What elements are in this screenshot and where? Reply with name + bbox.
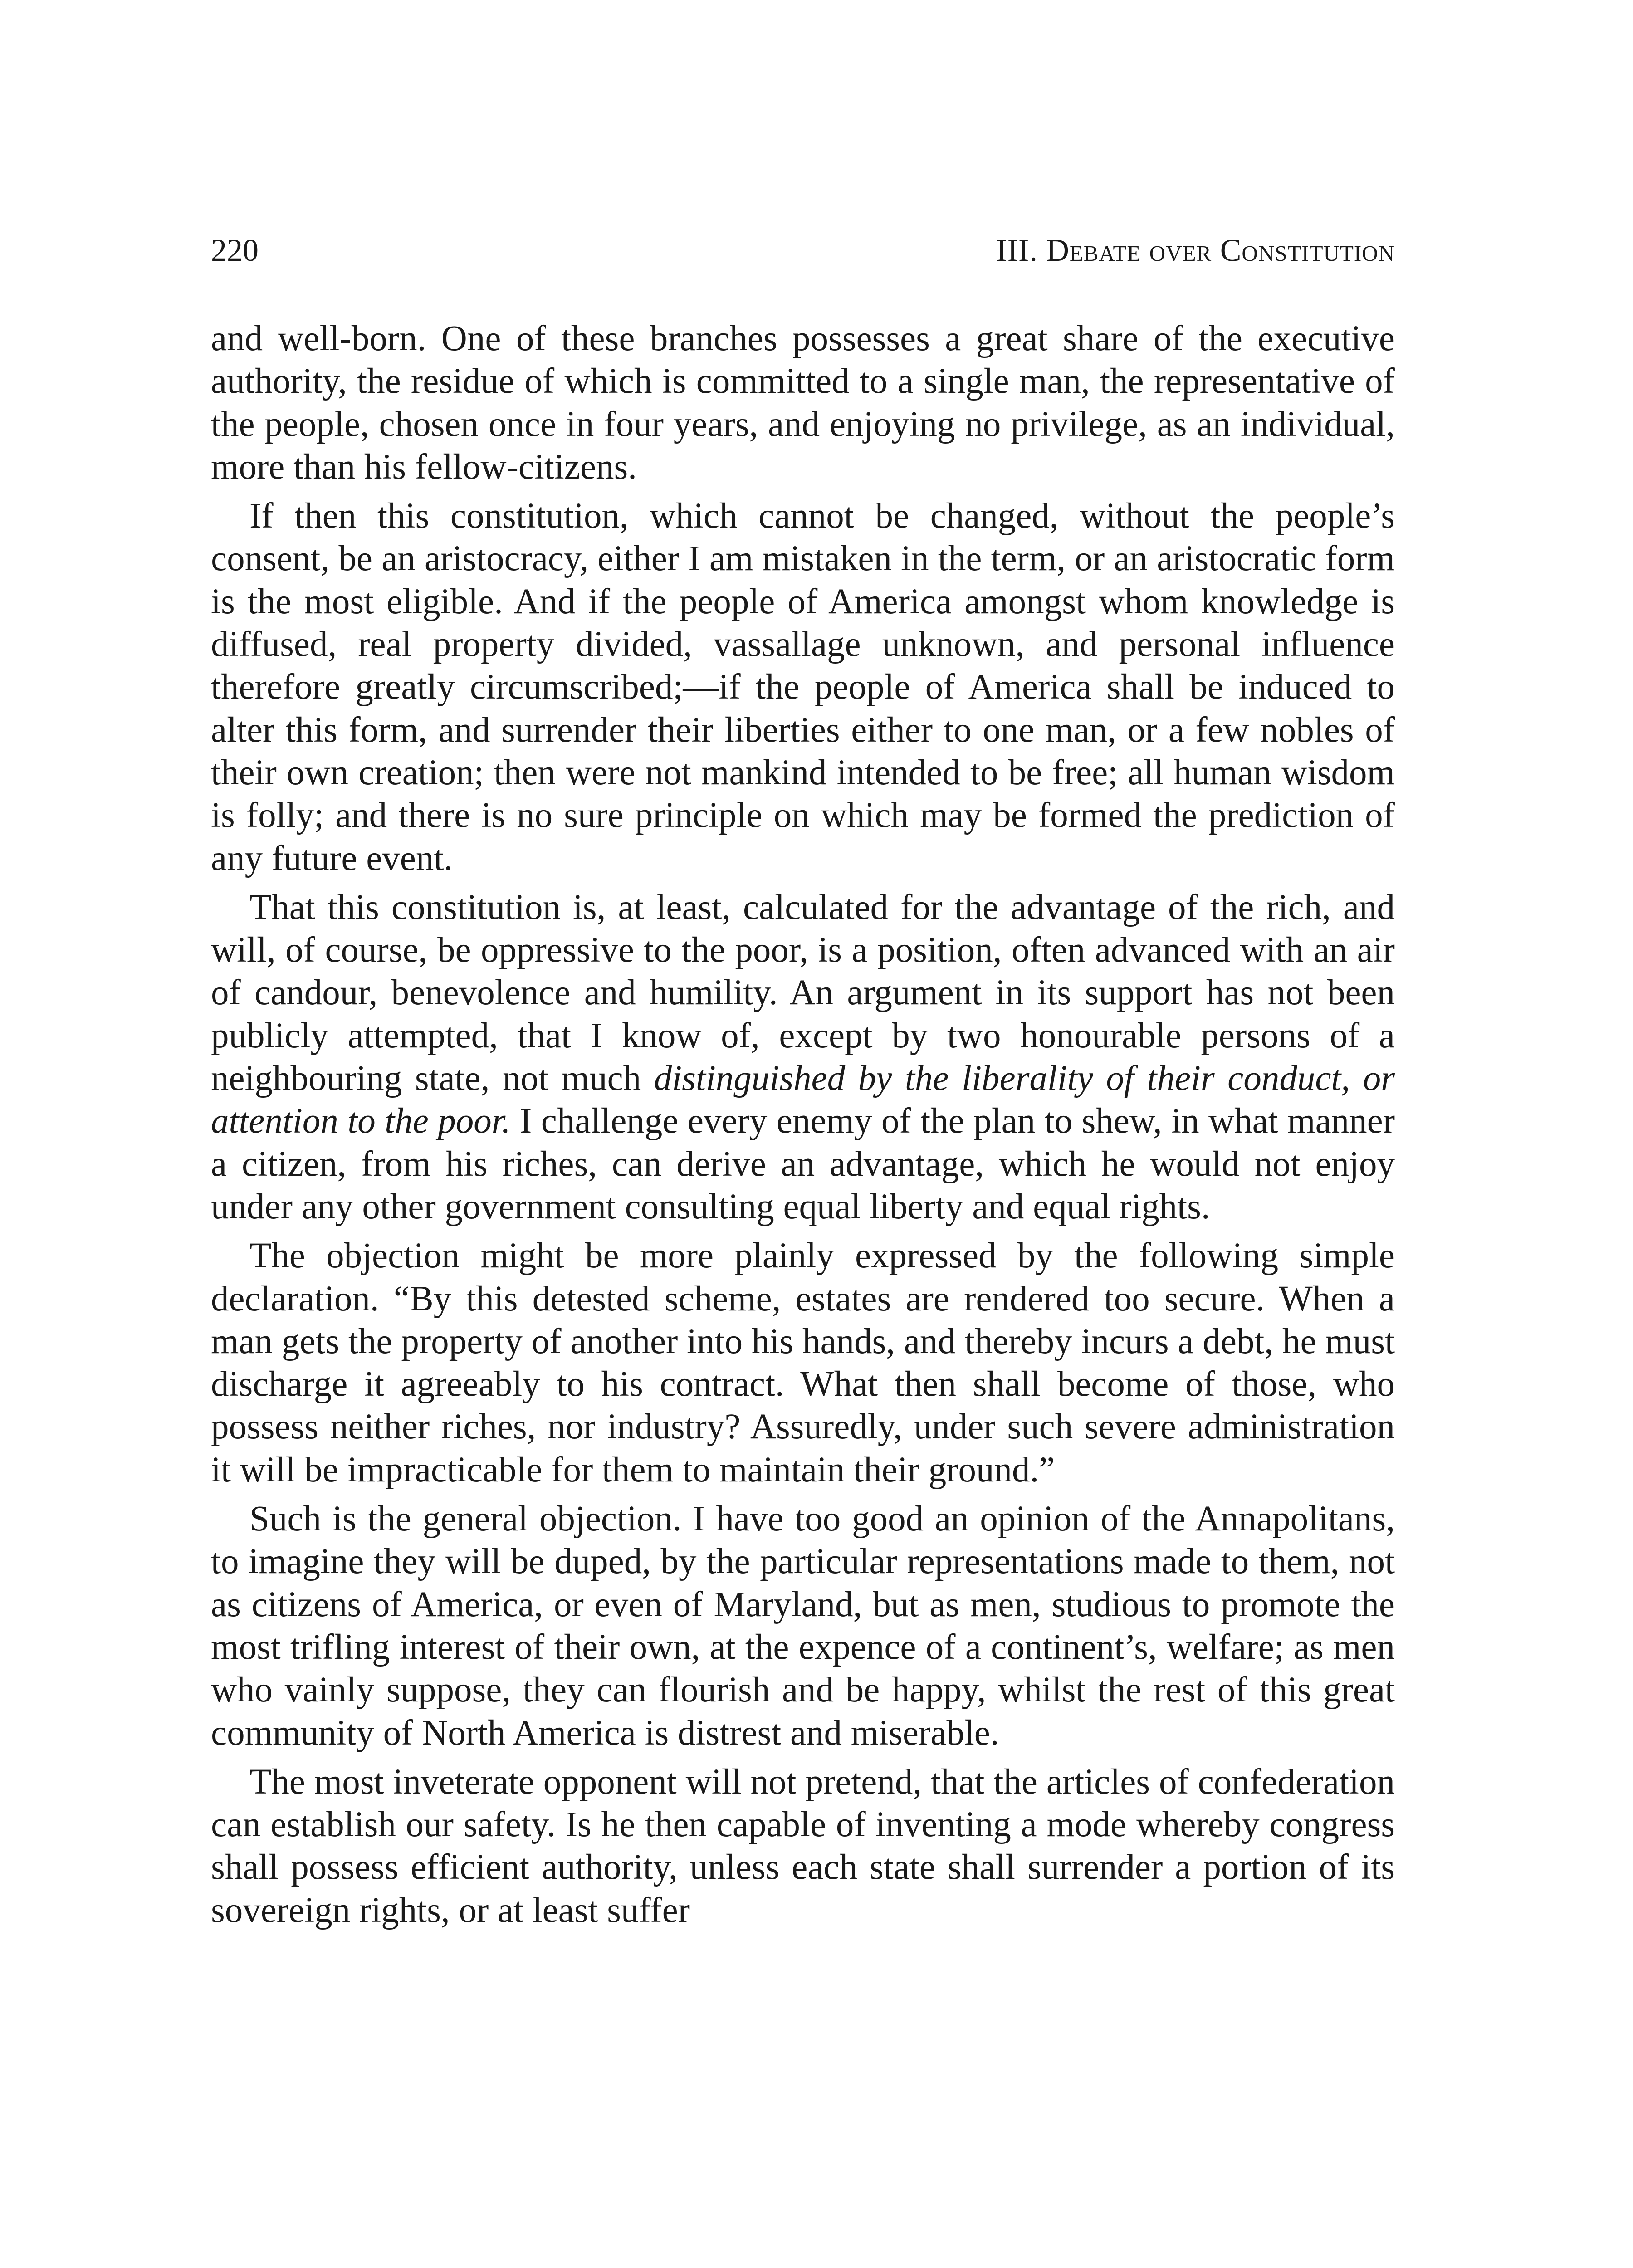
paragraph bbox=[211, 886, 1395, 1228]
body-text bbox=[211, 318, 1395, 1932]
paragraph-text: I challenge every enemy of the plan to shew, in what manner a citizen, from his riches, can derive an advantage, which he would not enjoy under any other government consulting equal liberty and equal rights. bbox=[211, 1101, 1395, 1227]
italic-phrase: distinguished by the liberality of their conduct, or attention to the poor. bbox=[211, 1059, 1395, 1141]
page-number: 220 bbox=[211, 233, 259, 268]
paragraph: and well-born. One of these branches possesses a great share of the executive authority, the residue of which is committed to a single man, the representative of the people, chosen once in four years, and enjoying no privilege, as an individual, more than his fellow-citizens. bbox=[211, 319, 1395, 487]
paragraph: The most inveterate opponent will not pretend, that the articles of confederation can establish our safety. Is he then capable of inventing a mode whereby congress shall possess efficient authority, unless each state shall surrender a portion of its sovereign rights, or at least suffer bbox=[211, 1762, 1395, 1930]
paragraph: The objection might be more plainly expressed by the following simple declaration. “By this detested scheme, estates are rendered too secure. When a man gets the property of another into his hands, and thereby incurs a debt, he must discharge it agreeably to his contract. What then shall become of those, who possess neither riches, nor industry? Assuredly, under such severe administration it will be impracticable for them to maintain their ground.” bbox=[211, 1236, 1395, 1490]
paragraph: If then this constitution, which cannot be changed, without the people’s consent, be an aristocracy, either I am mistaken in the term, or an aristocratic form is the most eligible. And if the people of America amongst whom knowledge is diffused, real property divided, vassallage unknown, and personal influence therefore greatly circumscribed;—if the people of America shall be induced to alter this form, and surrender their liberties either to one man, or a few nobles of their own creation; then were not mankind intended to be free; all human wisdom is folly; and there is no sure principle on which may be formed the prediction of any future event. bbox=[211, 496, 1395, 878]
paragraph-text: That this constitution is, at least, calculated for the advantage of the rich, and will, of course, be oppressive to the poor, is a position, often advanced with an air of candour, benevolence and humility. An argument in its support has not been publicly attempted, that I know of, except by two honourable persons of a neighbouring state, not much bbox=[211, 887, 1395, 1099]
page-header bbox=[211, 226, 1395, 280]
running-head: III. Debate over Constitution bbox=[996, 233, 1395, 268]
paragraph: Such is the general objection. I have too good an opinion of the Annapolitans, to imagine they will be duped, by the particular representations made to them, not as citizens of America, or even of Maryland, but as men, studious to promote the most trifling interest of their own, at the expence of a continent’s, welfare; as men who vainly suppose, they can flourish and be happy, whilst the rest of this great community of North America is distrest and miserable. bbox=[211, 1499, 1395, 1753]
